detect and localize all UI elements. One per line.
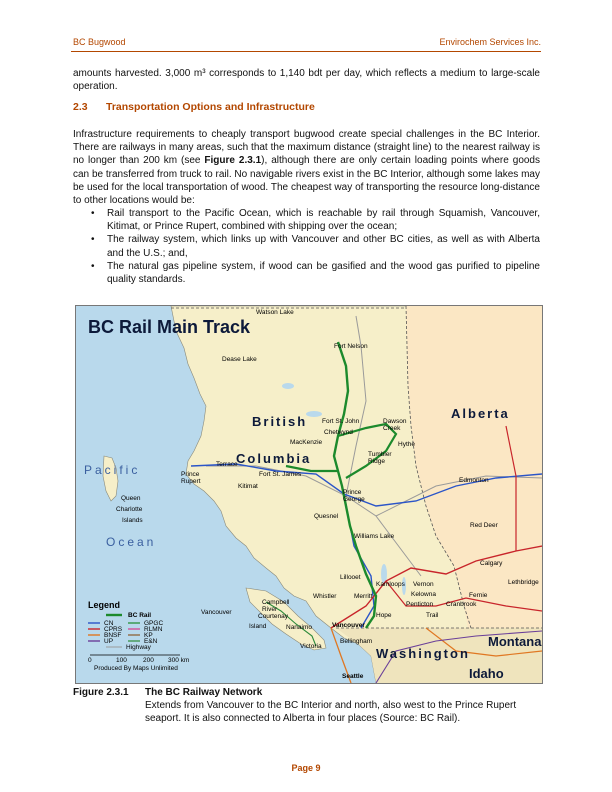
map-city-rupert-1: Prince [181,471,200,478]
map-city-kitimat: Kitimat [238,483,258,490]
map-city-hope: Hope [376,612,392,619]
legend-item-highway: Highway [126,644,151,651]
legend-scale-100: 100 [116,657,127,664]
bullet-icon: • [91,260,95,272]
legend-scale-200: 200 [143,657,154,664]
bullet-icon: • [91,208,95,219]
map-city-fernie: Fernie [469,592,488,599]
bullet-text: Rail transport to the Pacific Ocean, which is reachable by rail through Squamish, Vancouver, Kitimat, or Prince Rupert, combined with shipping over the ocean; [107,208,540,233]
figure-reference: Figure 2.3.1 [204,155,262,167]
map-region-columbia: Columbia [236,451,312,466]
map-region-ocean: Ocean [106,535,157,549]
map-city-quesnel: Quesnel [314,513,339,520]
map-city-kelowna: Kelowna [411,591,436,598]
legend-item-en: E&N [144,638,158,645]
map-city-merritt: Merritt [354,593,373,600]
map-city-penticton: Penticton [406,601,434,608]
map-region-qci-2: Charlotte [116,506,143,513]
map-city-dawson-1: Dawson [383,418,407,425]
map-city-reddeer: Red Deer [470,522,498,529]
map-city-watson: Watson Lake [256,309,294,316]
section-heading [73,101,315,113]
legend-item-cn: CN [104,620,114,627]
map-region-british: British [252,414,308,429]
map-city-campbell-2: River [262,606,278,613]
map-city-tumbler-1: Tumbler [368,451,392,458]
section-number: 2.3 [73,101,88,113]
legend-scale-0: 0 [88,657,92,664]
map-city-dease: Dease Lake [222,356,257,363]
map-city-cranbrook: Cranbrook [446,601,477,608]
body-paragraph-part2: ), although there are only certain loading points where goods can be transferred from truck to rail. No navigable rivers exist in the BC Interior, although some lakes may be used for the local transportation of wood. The cheapest way of transporting the resource long-distance to other locations would be: [73,155,540,207]
map-city-stjames: Fort St. James [259,471,302,478]
bullet-item [73,207,540,233]
map-region-montana: Montana [488,634,542,649]
map-title: BC Rail Main Track [88,317,251,337]
map-city-kamloops: Kamloops [376,581,405,588]
section-title: Transportation Options and Infrastructure [106,101,315,113]
map-city-vernon: Vernon [413,581,434,588]
legend-item-kp: KP [144,632,153,639]
map-city-vancouver: Vancouver [332,622,365,629]
map-lake [282,383,294,389]
map-region-washington: Washington [376,646,470,661]
map-region-pacific: Pacific [84,463,141,477]
map-city-bellingham: Bellingham [340,638,373,645]
map-city-seattle: Seattle [342,673,364,680]
body-paragraph-part1: Infrastructure requirements to cheaply transport bugwood create special challenges in the BC Interior. There are railways in many areas, such that the maximum distance (straight line) to the nearest railway is no longer than 200 km (see [73,129,540,167]
bullet-text: The natural gas pipeline system, if wood can be gasified and the wood gas purified to pipeline quality standards. [107,260,540,286]
map-city-stjohn: Fort St. John [322,418,360,425]
map-city-rupert-2: Rupert [181,478,201,485]
map-city-mackenzie: MacKenzie [290,439,323,446]
bullet-text: The railway system, which links up with Vancouver and other BC cities, as well as with Alberta and the U.S.; and, [107,234,540,259]
map-city-victoria: Victoria [300,643,322,650]
map-city-courtenay: Courtenay [258,613,288,620]
body-paragraph [73,128,540,207]
legend-item-rlmn: RLMN [144,626,163,633]
map-city-nelson: Fort Nelson [334,343,368,350]
map-city-lethbridge: Lethbridge [508,579,539,586]
map-city-calgary: Calgary [480,560,503,567]
legend-item-bnsf: BNSF [104,632,122,639]
figure-title: The BC Railway Network [145,687,263,698]
bullet-icon: • [91,234,95,246]
map-city-nanaimo: Nanaimo [286,624,313,631]
bullet-list [73,207,540,286]
map-city-chetwynd: Chetwynd [324,429,353,436]
map-region-alberta: Alberta [451,406,510,421]
legend-item-up: UP [104,638,114,645]
header-divider [71,51,541,52]
map-city-campbell-1: Campbell [262,599,290,606]
map-city-pg-1: Prince [343,489,362,496]
map-city-hythe: Hythe [398,441,415,448]
intro-paragraph: amounts harvested. 3,000 m³ corresponds to 1,140 bdt per day, which reflects a medium to large-scale operation. [73,68,540,93]
map-region-idaho: Idaho [469,666,504,681]
header-left-title: BC Bugwood [73,37,126,47]
bullet-item [73,260,540,286]
figure-number: Figure 2.3.1 [73,687,129,698]
page-number: Page 9 [291,763,321,773]
map-city-trail: Trail [426,612,439,619]
map-city-pg-2: George [343,496,365,503]
legend-item-gpgc: GPGC [144,620,164,627]
map-city-dawson-2: Creek [383,425,401,432]
map-lake [306,411,322,417]
legend-credit: Produced By Maps Unlimited [94,665,178,672]
legend-item-cprs: CPRS [104,626,123,633]
legend-title: Legend [88,600,121,610]
map-region-vi-1: Vancouver [201,609,232,616]
map-city-whistler: Whistler [313,593,337,600]
map-region-qci-1: Queen [121,495,141,502]
map-city-terrace: Terrace [216,461,238,468]
bc-rail-map [75,305,543,684]
map-city-lillooet: Lillooet [340,574,361,581]
map-city-williams: Williams Lake [354,533,395,540]
legend-scale-300: 300 km [168,657,190,664]
bullet-item [73,233,540,259]
map-city-tumbler-2: Ridge [368,458,385,465]
map-region-qci-3: Islands [122,517,143,524]
legend-item-bc-rail: BC Rail [128,612,152,619]
figure-caption-text: Extends from Vancouver to the BC Interior and north, also west to the Prince Rupert seaport. It is also connected to Alberta in four places (Source: BC Rail). [145,700,517,724]
map-region-vi-2: Island [249,623,267,630]
header-right-company: Envirochem Services Inc. [439,37,541,47]
map-city-edmonton: Edmonton [459,477,489,484]
